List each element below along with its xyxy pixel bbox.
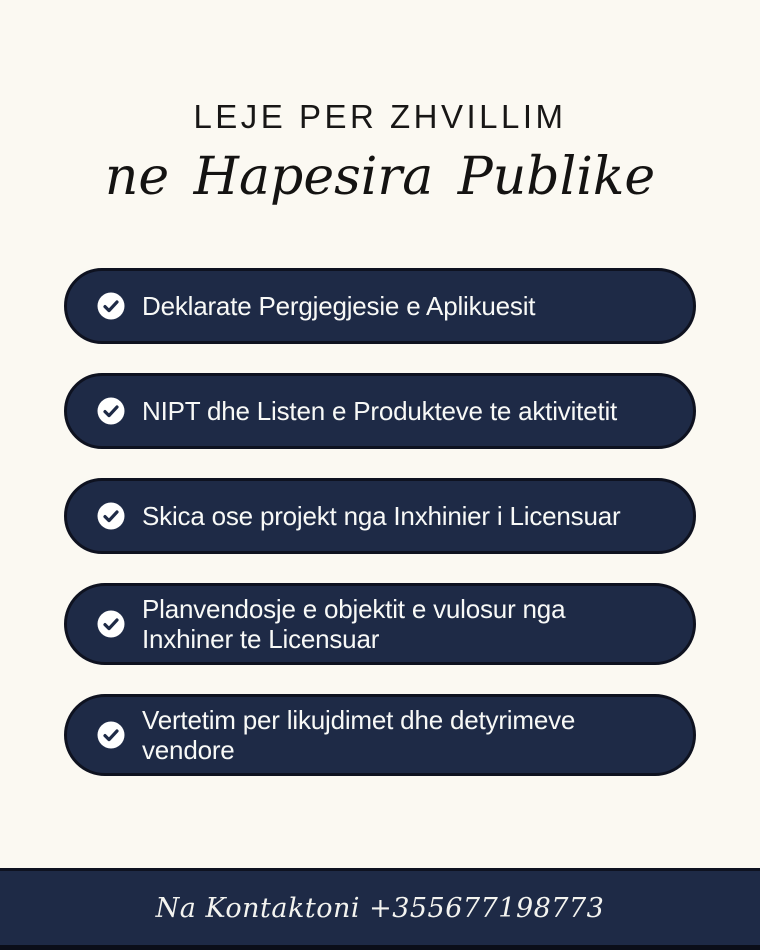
checklist-item-label: Planvendosje e objektit e vulosur nga Inxhiner te Licensuar: [142, 593, 566, 654]
contact-text: Na Kontaktoni +355677198773: [155, 892, 605, 924]
requirements-checklist: [64, 268, 696, 777]
check-circle-icon: [97, 610, 125, 638]
check-circle-icon: [97, 502, 125, 530]
page-subtitle: ne Hapesira Publike: [104, 146, 656, 207]
check-circle-icon: [97, 292, 125, 320]
checklist-item-label: Vertetim per likujdimet dhe detyrimeve vendore: [142, 705, 576, 766]
check-circle-icon: [97, 397, 125, 425]
checklist-item: [64, 268, 696, 344]
page-title: LEJE PER ZHVILLIM: [193, 98, 567, 135]
check-circle-icon: [97, 721, 125, 749]
checklist-item-label: Deklarate Pergjegjesie e Aplikuesit: [142, 290, 536, 321]
checklist-item: [64, 583, 696, 665]
checklist-item-label: NIPT dhe Listen e Produkteve te aktivitetit: [142, 395, 618, 426]
checklist-item-label: Skica ose projekt nga Inxhinier i Licensuar: [142, 500, 621, 531]
contact-bar: [0, 868, 760, 950]
checklist-item: [64, 373, 696, 449]
checklist-item: [64, 694, 696, 776]
checklist-item: [64, 478, 696, 554]
header: [0, 98, 760, 208]
